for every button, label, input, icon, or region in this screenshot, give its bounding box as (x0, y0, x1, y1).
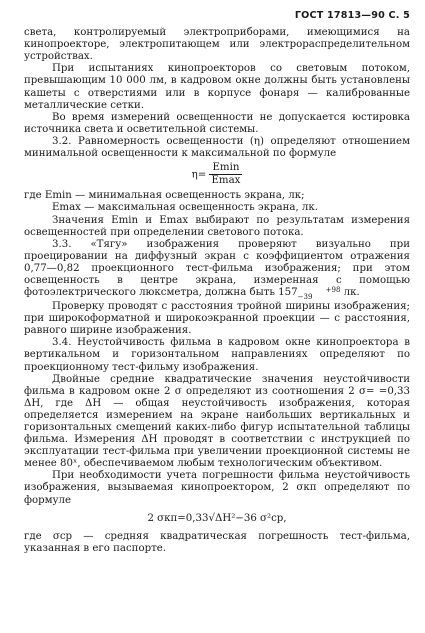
formula-lhs: η= (191, 169, 207, 181)
formula-denominator: Emax (211, 175, 241, 187)
paragraph-3: Во время измерений освещенности не допускается юстировка источника света и осветительной системы. (24, 111, 410, 135)
formula-numerator: Emin (209, 162, 242, 175)
paragraph-3-2: 3.2. Равномерность освещенности (η) определяют отношением минимальной освещенности к максимальной по формуле (24, 135, 410, 160)
paragraph-3-4: 3.4. Неустойчивость фильма в кадровом окне кинопроектора в вертикальном и горизонтальном направлениях определяют по проекционному тест-фильму изображения. (24, 337, 410, 373)
tolerance-plus: +98 (325, 286, 341, 295)
paragraph-double-rms: Двойные средние квадратические значения неустойчивости фильма в кадровом окне 2 σ определяют из соотношения 2 σ= =0,33 ΔH, где ΔH — общая неустойчивость изображения, которая определяется измерением на экране наибольших вертикальных и горизонтальных смещений каких-либо фигур испытательной таблицы фильма. Измерения ΔH проводят в соответствии с инструкцией по эксплуатации тест-фильма при увеличении проекционной системы не менее 80ˣ, обеспечиваемом любым технологическим объективом. (24, 373, 410, 470)
uniformity-formula (24, 162, 410, 187)
paragraph-2: При испытаниях кинопроекторов со световым потоком, превышающим 10 000 лм, в кадровом окне должны быть установлены кашеты с отверстиями или в корпусе фонаря — калиброванные металлические сетки. (24, 63, 410, 111)
paragraph-3-3-unit: лк. (340, 287, 360, 299)
paragraph-1: света, контролируемый электроприборами, имеющимися на кинопроекторе, электропитающем или электрораспределительном устройствах. (24, 27, 410, 63)
paragraph-values: Значения Emin и Emax выбирают по результатам измерения освещенностей при определении светового потока. (24, 214, 410, 238)
paragraph-3-3 (24, 239, 410, 301)
definition-emin: где Emin — минимальная освещенность экрана, лк; (24, 190, 305, 202)
paragraph-error-account: При необходимости учета погрешности фильма неустойчивость изображения, вызываемая кинопроектором, 2 σкп определяют по формуле (24, 470, 410, 506)
tolerance-minus: −39 (297, 293, 313, 302)
definition-sigma-cp: где σср — средняя квадратическая погрешность тест-фильма, указанная в его паспорте. (24, 530, 410, 554)
tolerance-stack (298, 287, 341, 301)
formula-fraction (209, 162, 242, 187)
page-header: ГОСТ 17813—90 С. 5 (294, 10, 410, 21)
projector-instability-formula: 2 σкп=0,33√ΔH²−36 σ²ср, (147, 512, 287, 524)
definition-emax: Emax — максимальная освещенность экрана, лк. (52, 202, 319, 214)
paragraph-3-3-text: 3.3. «Тягу» изображения проверяют визуально при проецировании на диффузный экран с коэффициентом отражения 0,77—0,82 проекционного тест-фильма изображения; при этом освещенность в центре экрана, измеренная с помощью фотоэлектрического люксметра, должна быть 157 (24, 238, 410, 299)
document-page (24, 10, 410, 628)
paragraph-check-distance: Проверку проводят с расстояния тройной ширины изображения; при широкоформатной и широкоэкранной проекции — с расстояния, равного ширине изображения. (24, 301, 410, 337)
